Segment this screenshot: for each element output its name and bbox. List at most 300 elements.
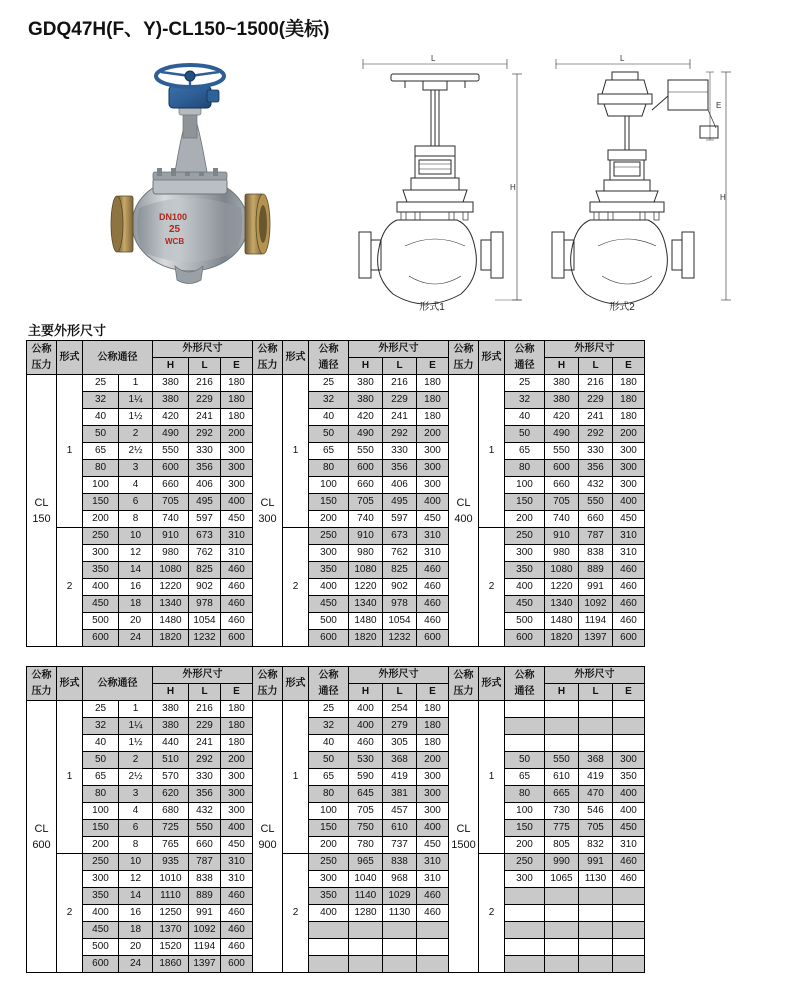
cell-h: 440 xyxy=(153,735,189,752)
cell-e: 200 xyxy=(613,426,645,443)
th-bore: 公称 通径 xyxy=(309,341,349,375)
cell-e: 180 xyxy=(613,375,645,392)
cell-h: 1140 xyxy=(349,888,383,905)
th-form: 形式 xyxy=(283,667,309,701)
cell-dn-inch: 24 xyxy=(119,630,153,647)
cell-form: 1 xyxy=(479,701,505,854)
cell-h: 680 xyxy=(153,803,189,820)
cell-dn: 50 xyxy=(309,426,349,443)
cell-e: 200 xyxy=(417,426,449,443)
cell-e: 600 xyxy=(417,630,449,647)
cell-e xyxy=(613,956,645,973)
cell-l: 991 xyxy=(579,854,613,871)
cell-pressure-class: CL 1500 xyxy=(449,701,479,973)
cell-dn: 600 xyxy=(83,630,119,647)
cell-e: 310 xyxy=(221,545,253,562)
cell-dn: 32 xyxy=(505,392,545,409)
cell-dn-inch: 3 xyxy=(119,460,153,477)
th-h: H xyxy=(545,358,579,375)
cell-dn-inch: 2 xyxy=(119,426,153,443)
cell-dn-inch: 1 xyxy=(119,701,153,718)
cell-dn: 250 xyxy=(83,854,119,871)
th-h: H xyxy=(153,358,189,375)
cell-form: 1 xyxy=(57,375,83,528)
cell-l xyxy=(579,905,613,922)
cell-h: 1040 xyxy=(349,871,383,888)
cell-dn xyxy=(309,922,349,939)
cell-dn: 100 xyxy=(83,803,119,820)
cell-dn: 300 xyxy=(505,871,545,888)
cell-dn: 400 xyxy=(309,579,349,596)
cell-dn: 80 xyxy=(83,786,119,803)
cell-dn: 40 xyxy=(309,735,349,752)
cell-h: 1860 xyxy=(153,956,189,973)
valve-photo xyxy=(95,56,305,306)
cell-form: 2 xyxy=(57,528,83,647)
table-row xyxy=(27,409,645,426)
th-bore: 公称通径 xyxy=(83,341,153,375)
cell-dn: 150 xyxy=(309,820,349,837)
cell-l xyxy=(579,939,613,956)
cell-h: 660 xyxy=(349,477,383,494)
cell-dn: 32 xyxy=(83,718,119,735)
cell-l: 1232 xyxy=(189,630,221,647)
table-row xyxy=(27,820,645,837)
cell-h: 420 xyxy=(349,409,383,426)
cell-l: 1092 xyxy=(579,596,613,613)
cell-l: 368 xyxy=(579,752,613,769)
cell-dn-inch: 18 xyxy=(119,596,153,613)
cell-e: 310 xyxy=(417,871,449,888)
cell-l: 737 xyxy=(383,837,417,854)
cell-dn: 400 xyxy=(505,579,545,596)
cell-h: 490 xyxy=(349,426,383,443)
cell-h: 1010 xyxy=(153,871,189,888)
cell-e: 300 xyxy=(613,752,645,769)
cell-l: 902 xyxy=(189,579,221,596)
cell-l: 838 xyxy=(383,854,417,871)
cell-l xyxy=(579,956,613,973)
cell-dn: 100 xyxy=(309,477,349,494)
cell-dn: 65 xyxy=(83,443,119,460)
cell-l: 241 xyxy=(579,409,613,426)
cell-e: 400 xyxy=(417,494,449,511)
cell-h: 980 xyxy=(349,545,383,562)
table-row xyxy=(27,701,645,718)
cell-h: 750 xyxy=(349,820,383,837)
cell-h: 490 xyxy=(153,426,189,443)
cell-l: 991 xyxy=(579,579,613,596)
cell-h xyxy=(545,905,579,922)
cell-pressure-class: CL 300 xyxy=(253,375,283,647)
cell-l xyxy=(383,956,417,973)
cell-dn: 350 xyxy=(309,562,349,579)
cell-h: 600 xyxy=(349,460,383,477)
cell-e: 460 xyxy=(613,613,645,630)
cell-dn: 65 xyxy=(309,443,349,460)
cell-e xyxy=(613,701,645,718)
th-h: H xyxy=(545,684,579,701)
cell-l: 550 xyxy=(579,494,613,511)
cell-h: 1820 xyxy=(349,630,383,647)
table-row xyxy=(27,888,645,905)
cell-e xyxy=(613,718,645,735)
cell-h xyxy=(349,956,383,973)
cell-h: 740 xyxy=(545,511,579,528)
cell-l xyxy=(579,735,613,752)
cell-dn: 200 xyxy=(83,837,119,854)
cell-l: 216 xyxy=(189,701,221,718)
cell-l: 229 xyxy=(383,392,417,409)
cell-h: 1220 xyxy=(349,579,383,596)
th-e: E xyxy=(613,358,645,375)
cell-dn: 300 xyxy=(83,545,119,562)
cell-e: 300 xyxy=(221,769,253,786)
cell-h: 1220 xyxy=(153,579,189,596)
cell-dn-inch: 14 xyxy=(119,888,153,905)
cell-h: 380 xyxy=(349,375,383,392)
cell-h: 645 xyxy=(349,786,383,803)
cell-e: 600 xyxy=(221,956,253,973)
cell-h: 1110 xyxy=(153,888,189,905)
cell-dn-inch: 18 xyxy=(119,922,153,939)
cell-h: 1280 xyxy=(349,905,383,922)
cell-dn: 300 xyxy=(309,871,349,888)
cell-h: 380 xyxy=(153,718,189,735)
svg-text:L: L xyxy=(431,54,436,63)
cell-e: 600 xyxy=(613,630,645,647)
cell-h: 705 xyxy=(349,803,383,820)
th-pressure: 公称 压力 xyxy=(449,341,479,375)
cell-h: 380 xyxy=(153,392,189,409)
cell-e: 180 xyxy=(221,701,253,718)
cell-dn: 350 xyxy=(505,562,545,579)
cell-l: 1397 xyxy=(189,956,221,973)
cell-l: 330 xyxy=(189,769,221,786)
cell-dn: 400 xyxy=(83,905,119,922)
cell-h: 910 xyxy=(349,528,383,545)
cell-dn: 250 xyxy=(505,528,545,545)
cell-dn-inch: 3 xyxy=(119,786,153,803)
cell-h: 1480 xyxy=(153,613,189,630)
cell-h: 1370 xyxy=(153,922,189,939)
cell-l: 381 xyxy=(383,786,417,803)
cell-l xyxy=(579,718,613,735)
cell-e: 310 xyxy=(613,545,645,562)
cell-dn-inch: 8 xyxy=(119,837,153,854)
th-dims: 外形尺寸 xyxy=(349,341,449,358)
cell-h: 570 xyxy=(153,769,189,786)
cell-dn: 300 xyxy=(309,545,349,562)
cell-e: 180 xyxy=(613,392,645,409)
cell-l: 216 xyxy=(579,375,613,392)
cell-h: 460 xyxy=(349,735,383,752)
th-l: L xyxy=(579,684,613,701)
cell-e: 400 xyxy=(613,786,645,803)
cell-dn: 200 xyxy=(83,511,119,528)
table-row xyxy=(27,426,645,443)
cell-l: 330 xyxy=(189,443,221,460)
cell-e: 300 xyxy=(221,477,253,494)
cell-e: 180 xyxy=(417,718,449,735)
cell-e: 200 xyxy=(417,752,449,769)
th-h: H xyxy=(153,684,189,701)
cell-l: 673 xyxy=(383,528,417,545)
cell-e: 450 xyxy=(221,511,253,528)
cell-dn-inch: 1¼ xyxy=(119,392,153,409)
cell-l: 1092 xyxy=(189,922,221,939)
cell-l: 660 xyxy=(189,837,221,854)
cell-h: 910 xyxy=(545,528,579,545)
cell-e: 180 xyxy=(417,392,449,409)
cell-h: 550 xyxy=(545,443,579,460)
svg-text:L: L xyxy=(620,54,625,63)
cell-form: 2 xyxy=(479,854,505,973)
cell-l: 762 xyxy=(189,545,221,562)
cell-form: 2 xyxy=(57,854,83,973)
cell-e: 460 xyxy=(417,888,449,905)
cell-h xyxy=(349,922,383,939)
cell-l: 597 xyxy=(189,511,221,528)
cell-l: 1054 xyxy=(189,613,221,630)
page-title: GDQ47H(F、Y)-CL150~1500(美标) xyxy=(28,19,330,40)
cell-e: 310 xyxy=(417,528,449,545)
cell-dn: 450 xyxy=(505,596,545,613)
cell-dn: 80 xyxy=(309,786,349,803)
cell-l: 1397 xyxy=(579,630,613,647)
cell-l: 838 xyxy=(189,871,221,888)
cell-dn xyxy=(505,718,545,735)
cell-e: 450 xyxy=(613,820,645,837)
cell-e: 460 xyxy=(613,596,645,613)
cell-h: 550 xyxy=(349,443,383,460)
cell-l: 419 xyxy=(383,769,417,786)
cell-l xyxy=(579,701,613,718)
cell-e: 460 xyxy=(221,596,253,613)
cell-dn: 150 xyxy=(505,494,545,511)
cell-e: 460 xyxy=(221,562,253,579)
cell-e: 180 xyxy=(613,409,645,426)
cell-l: 470 xyxy=(579,786,613,803)
cell-e: 300 xyxy=(221,803,253,820)
cell-dn: 65 xyxy=(505,769,545,786)
cell-dn: 350 xyxy=(309,888,349,905)
cell-dn: 450 xyxy=(83,596,119,613)
cell-l: 292 xyxy=(189,752,221,769)
cell-l: 991 xyxy=(189,905,221,922)
cell-l: 597 xyxy=(383,511,417,528)
cell-h: 600 xyxy=(153,460,189,477)
table-row xyxy=(27,922,645,939)
cell-dn-inch: 6 xyxy=(119,820,153,837)
cell-l: 1029 xyxy=(383,888,417,905)
cell-dn-inch: 1½ xyxy=(119,409,153,426)
cell-l: 254 xyxy=(383,701,417,718)
cell-e: 460 xyxy=(613,871,645,888)
cell-dn xyxy=(505,735,545,752)
cell-e: 300 xyxy=(417,477,449,494)
cell-l: 305 xyxy=(383,735,417,752)
cell-e: 300 xyxy=(417,786,449,803)
cell-h: 660 xyxy=(545,477,579,494)
th-bore: 公称 通径 xyxy=(505,667,545,701)
th-l: L xyxy=(189,684,221,701)
cell-h: 510 xyxy=(153,752,189,769)
svg-text:E: E xyxy=(716,101,722,110)
cell-l: 495 xyxy=(189,494,221,511)
cell-l: 406 xyxy=(383,477,417,494)
cell-dn: 40 xyxy=(83,409,119,426)
cell-h: 1065 xyxy=(545,871,579,888)
th-dims: 外形尺寸 xyxy=(349,667,449,684)
cell-dn: 400 xyxy=(309,905,349,922)
cell-e: 180 xyxy=(221,735,253,752)
cell-dn: 500 xyxy=(309,613,349,630)
cell-l: 1130 xyxy=(383,905,417,922)
cell-l: 832 xyxy=(579,837,613,854)
cell-dn: 150 xyxy=(505,820,545,837)
cell-l: 356 xyxy=(189,786,221,803)
svg-text:H: H xyxy=(510,183,516,192)
cell-l: 330 xyxy=(579,443,613,460)
cell-dn: 100 xyxy=(505,803,545,820)
cell-dn-inch: 2½ xyxy=(119,443,153,460)
cell-e: 310 xyxy=(613,528,645,545)
cell-dn: 50 xyxy=(505,752,545,769)
cell-dn: 25 xyxy=(83,701,119,718)
cell-dn-inch: 10 xyxy=(119,528,153,545)
cell-dn: 350 xyxy=(83,888,119,905)
cell-dn: 65 xyxy=(83,769,119,786)
cell-form: 2 xyxy=(283,854,309,973)
cell-dn: 150 xyxy=(309,494,349,511)
table-row xyxy=(27,630,645,647)
th-e: E xyxy=(221,684,253,701)
cell-dn-inch: 1½ xyxy=(119,735,153,752)
th-h: H xyxy=(349,684,383,701)
cell-l xyxy=(383,939,417,956)
cell-l: 825 xyxy=(189,562,221,579)
th-pressure: 公称 压力 xyxy=(253,667,283,701)
cell-h: 490 xyxy=(545,426,579,443)
cell-dn xyxy=(309,956,349,973)
cell-h: 380 xyxy=(545,392,579,409)
cell-dn-inch: 4 xyxy=(119,803,153,820)
cell-h: 705 xyxy=(153,494,189,511)
table-row xyxy=(27,511,645,528)
cell-dn-inch: 20 xyxy=(119,939,153,956)
cell-l: 292 xyxy=(189,426,221,443)
cell-l xyxy=(383,922,417,939)
dimension-table-2 xyxy=(26,666,645,973)
cell-h: 775 xyxy=(545,820,579,837)
cell-form: 2 xyxy=(283,528,309,647)
th-dims: 外形尺寸 xyxy=(153,667,253,684)
cell-l: 356 xyxy=(189,460,221,477)
cell-dn-inch: 2 xyxy=(119,752,153,769)
cell-pressure-class: CL 150 xyxy=(27,375,57,647)
cell-e: 300 xyxy=(221,460,253,477)
cell-e: 400 xyxy=(221,494,253,511)
cell-dn: 50 xyxy=(83,752,119,769)
cell-dn: 100 xyxy=(83,477,119,494)
cell-dn-inch: 20 xyxy=(119,613,153,630)
cell-l: 216 xyxy=(383,375,417,392)
cell-dn: 200 xyxy=(309,511,349,528)
cell-h xyxy=(545,718,579,735)
table-row xyxy=(27,579,645,596)
cell-h: 1480 xyxy=(545,613,579,630)
cell-dn: 450 xyxy=(83,922,119,939)
th-e: E xyxy=(417,358,449,375)
cell-dn: 32 xyxy=(309,718,349,735)
table-row xyxy=(27,769,645,786)
th-bore: 公称 通径 xyxy=(309,667,349,701)
table-row xyxy=(27,528,645,545)
cell-e xyxy=(417,922,449,939)
table-row xyxy=(27,596,645,613)
cell-l: 978 xyxy=(383,596,417,613)
cell-dn xyxy=(505,701,545,718)
table-row xyxy=(27,613,645,630)
cell-l: 787 xyxy=(579,528,613,545)
cell-e: 310 xyxy=(221,528,253,545)
cell-l: 229 xyxy=(189,718,221,735)
cell-e xyxy=(613,735,645,752)
th-pressure: 公称 压力 xyxy=(27,667,57,701)
th-dims: 外形尺寸 xyxy=(545,667,645,684)
cell-e: 400 xyxy=(221,820,253,837)
cell-l: 1130 xyxy=(579,871,613,888)
cell-dn: 50 xyxy=(505,426,545,443)
cell-l: 216 xyxy=(189,375,221,392)
cell-e: 450 xyxy=(417,511,449,528)
cell-dn: 40 xyxy=(505,409,545,426)
svg-text:WCB: WCB xyxy=(165,237,185,246)
cell-e: 460 xyxy=(417,579,449,596)
cell-e: 300 xyxy=(417,460,449,477)
cell-dn: 80 xyxy=(83,460,119,477)
cell-l: 457 xyxy=(383,803,417,820)
table-row xyxy=(27,854,645,871)
cell-e: 180 xyxy=(417,375,449,392)
cell-e: 180 xyxy=(417,409,449,426)
cell-e: 310 xyxy=(613,837,645,854)
cell-dn: 150 xyxy=(83,820,119,837)
cell-dn: 80 xyxy=(505,460,545,477)
cell-h: 610 xyxy=(545,769,579,786)
cell-l: 762 xyxy=(383,545,417,562)
cell-dn: 32 xyxy=(309,392,349,409)
cell-dn xyxy=(505,922,545,939)
cell-dn-inch: 14 xyxy=(119,562,153,579)
drawing-caption-form2: 形式2 xyxy=(609,302,635,313)
cell-dn: 150 xyxy=(83,494,119,511)
dimension-table-2-wrapper xyxy=(26,666,645,973)
cell-e: 180 xyxy=(221,409,253,426)
table-row xyxy=(27,494,645,511)
cell-h xyxy=(545,888,579,905)
cell-h: 780 xyxy=(349,837,383,854)
cell-dn: 50 xyxy=(83,426,119,443)
cell-l: 968 xyxy=(383,871,417,888)
cell-dn: 250 xyxy=(505,854,545,871)
cell-h: 1340 xyxy=(349,596,383,613)
cell-l: 292 xyxy=(579,426,613,443)
cell-h: 400 xyxy=(349,718,383,735)
table-row xyxy=(27,956,645,973)
dimension-table-1 xyxy=(26,340,645,647)
